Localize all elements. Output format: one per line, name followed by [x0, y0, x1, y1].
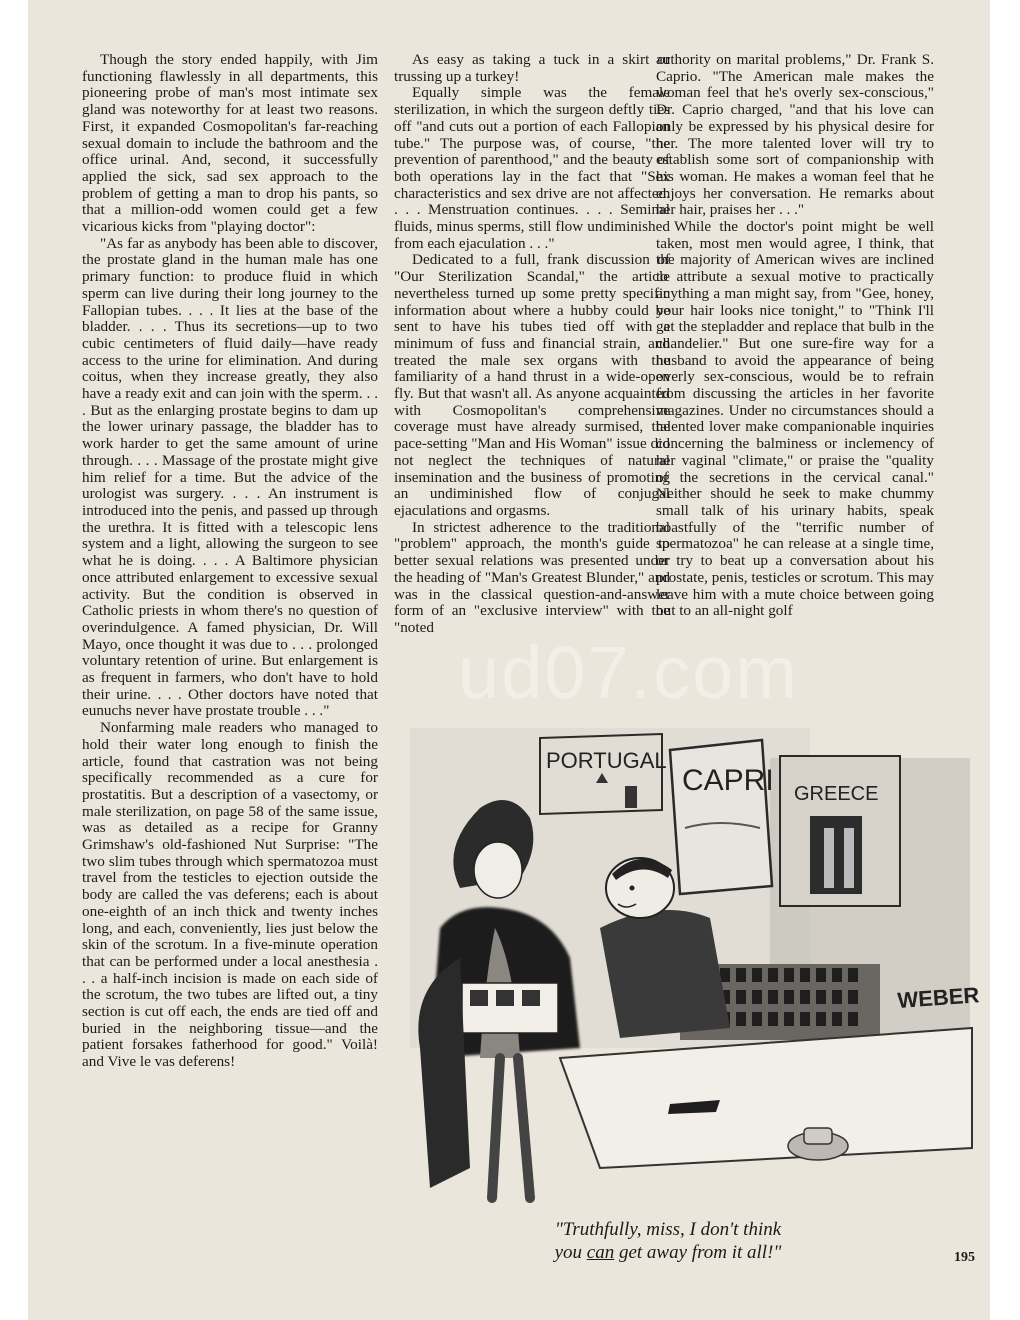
paragraph: As easy as taking a tuck in a skirt or trussing up a turkey!	[394, 51, 670, 85]
caption-emphasis: can	[586, 1242, 615, 1263]
paragraph: authority on marital problems," Dr. Frank S. Caprio. "The American male makes the woman feel that he's overly sex-conscious," Dr. Caprio charged, "and that his love can only be expressed by his physical desire for her. The more talented lover will try to establish some sort of companionship with his woman. He makes a woman feel that he enjoys her conversation. He remarks about her hair, praises her . . ."	[656, 51, 934, 219]
text-column-1	[82, 52, 378, 1232]
watermark: ud07.com	[458, 631, 799, 714]
cartoon-caption	[488, 1218, 848, 1264]
magazine-page	[28, 0, 990, 1320]
artist-signature: WEBER	[896, 982, 981, 1013]
poster-capri	[670, 740, 774, 894]
poster-portugal-label: PORTUGAL	[546, 748, 667, 773]
page-number: 195	[954, 1250, 975, 1265]
paragraph: Though the story ended happily, with Jim functioning flawlessly in all departments, this pioneering probe of man's most intimate sex gland was noteworthy for at least two reasons. First, it expanded Cosmopolitan's far-reaching sexual domain to include the bathroom and the office urinal. And, second, it successfully applied the sick, sad sex approach to the problem of getting a man to drop his pants, so that a million-odd women could get a few vicarious kicks from "playing doctor":	[82, 51, 378, 236]
text-column-2	[394, 51, 670, 636]
poster-greece-label: GREECE	[794, 783, 879, 805]
text-column-3	[656, 52, 934, 677]
caption-line-2: you can get away from it all!"	[554, 1242, 782, 1263]
paragraph: In strictest adherence to the traditional "problem" approach, the month's guide to better sexual relations was presented under the heading of "Man's Greatest Blunder," and was in the classical question-and-answer form of an "exclusive interview" with the "noted	[394, 518, 670, 636]
cartoon-illustration	[400, 728, 981, 1208]
paragraph: Nonfarming male readers who managed to hold their water long enough to finish the article, found that castration was not being specifically recommended as a cure for prostatitis. But a description of a vasectomy, or male sterilization, on page 58 of the same issue, was as detailed as a recipe for Granny Grimshaw's old-fashioned Nut Surprise: "The two slim tubes through which spermatozoa must travel from the testicles to ejection outside the body are called the vas deferens; each is about one-eighth of an inch thick and twenty inches long, and each, conveniently, lies just below the skin of the scrotum. In a five-minute operation that can be performed under a local anesthesia . . . a half-inch incision is made on each side of the scrotum, the two tubes are lifted out, a tiny section is cut off each, the ends are tied off and buried in the neighboring tissue—and the patient forsakes fatherhood for good." Voilà! and Vive le vas deferens!	[82, 719, 378, 1071]
caption-line-1: "Truthfully, miss, I don't think	[554, 1219, 782, 1240]
paragraph: "As far as anybody has been able to discover, the prostate gland in the human male has one primary function: to produce fluid in which sperm can live during their long journey to the Fallopian tubes. . . . It lies at the base of the bladder. . . . Thus its secretions—up to two cubic centimeters of fluid daily—have ready access to the urine for elimination. And during coitus, when they increase greatly, they also have a ready exit and can join with the sperm. . . . But as the enlarging prostate begins to dam up the lower urinary passage, the bladder has to work harder to get the same amount of urine through. . . . Massage of the prostate might give him relief for a time. But the advice of the urologist was surgery. . . . An instrument is introduced into the penis, and passed up through the urethra. It is fitted with a telescopic lens system and a light, allowing the surgeon to see what he is doing. . . . A Baltimore physician once attributed enlargement to excessive sexual activity. But the condition is observed in Catholic priests in whom there's no question of overindulgence. A famed physician, Dr. Will Mayo, once thought it was due to . . . prolonged voluntary retention of urine. But enlargement is as frequent in farmers, who don't have to hold their urine. . . . Other doctors have noted that eunuchs never have prostate trouble . . ."	[82, 234, 378, 720]
paragraph: Dedicated to a full, frank discussion of "Our Sterilization Scandal," the article nevertheless turned up some pretty specific information about where a hubby could be sent to have his tubes tied off with a minimum of fuss and financial strain, and treated the male sex organs with the familiarity of a hand thrust in a wide-open fly. But that wasn't all. As anyone acquainted with Cosmopolitan's comprehensive coverage must have already surmised, the pace-setting "Man and His Woman" issue did not neglect the techniques of natural insemination and the business of promoting an undiminished flow of conjugal ejaculations and orgasms.	[394, 251, 670, 519]
paragraph: Equally simple was the female sterilization, in which the surgeon deftly ties off "and cuts out a portion of each Fallopian tube." The purpose was, of course, "the prevention of parenthood," and the beauty of both operations lay in the fact that "Sex characteristics and sex drive are not affected. . . . Menstruation continues. . . . Seminal fluids, minus sperms, still flow undiminished from each ejaculation . . ."	[394, 84, 670, 252]
poster-greece	[780, 756, 900, 906]
poster-capri-label: CAPRI	[682, 764, 774, 797]
desk	[560, 1028, 972, 1168]
paragraph: While the doctor's point might be well taken, most men would agree, I think, that the majority of American wives are inclined to attribute a sexual motive to practically anything a man might say, from "Gee, honey, your hair looks nice tonight," to "Think I'll get the stepladder and replace that bulb in the chandelier." But one sure-fire way for a husband to avoid the appearance of being overly sex-conscious, would be to refrain from discussing the articles in her favorite magazines. Under no circumstances should a talented lover make companionable inquiries concerning the balminess or inclemency of her vaginal "climate," or praise the "quality of the secretions in the cervical canal." Neither should he seek to make chummy small talk of his urinary habits, speak boastfully of the "terrific number of spermatozoa" he can release at a single time, or try to beat up a conversation about his prostate, penis, testicles or scrotum. This may leave him with a mute choice between going out to an all-night golf	[656, 218, 934, 620]
